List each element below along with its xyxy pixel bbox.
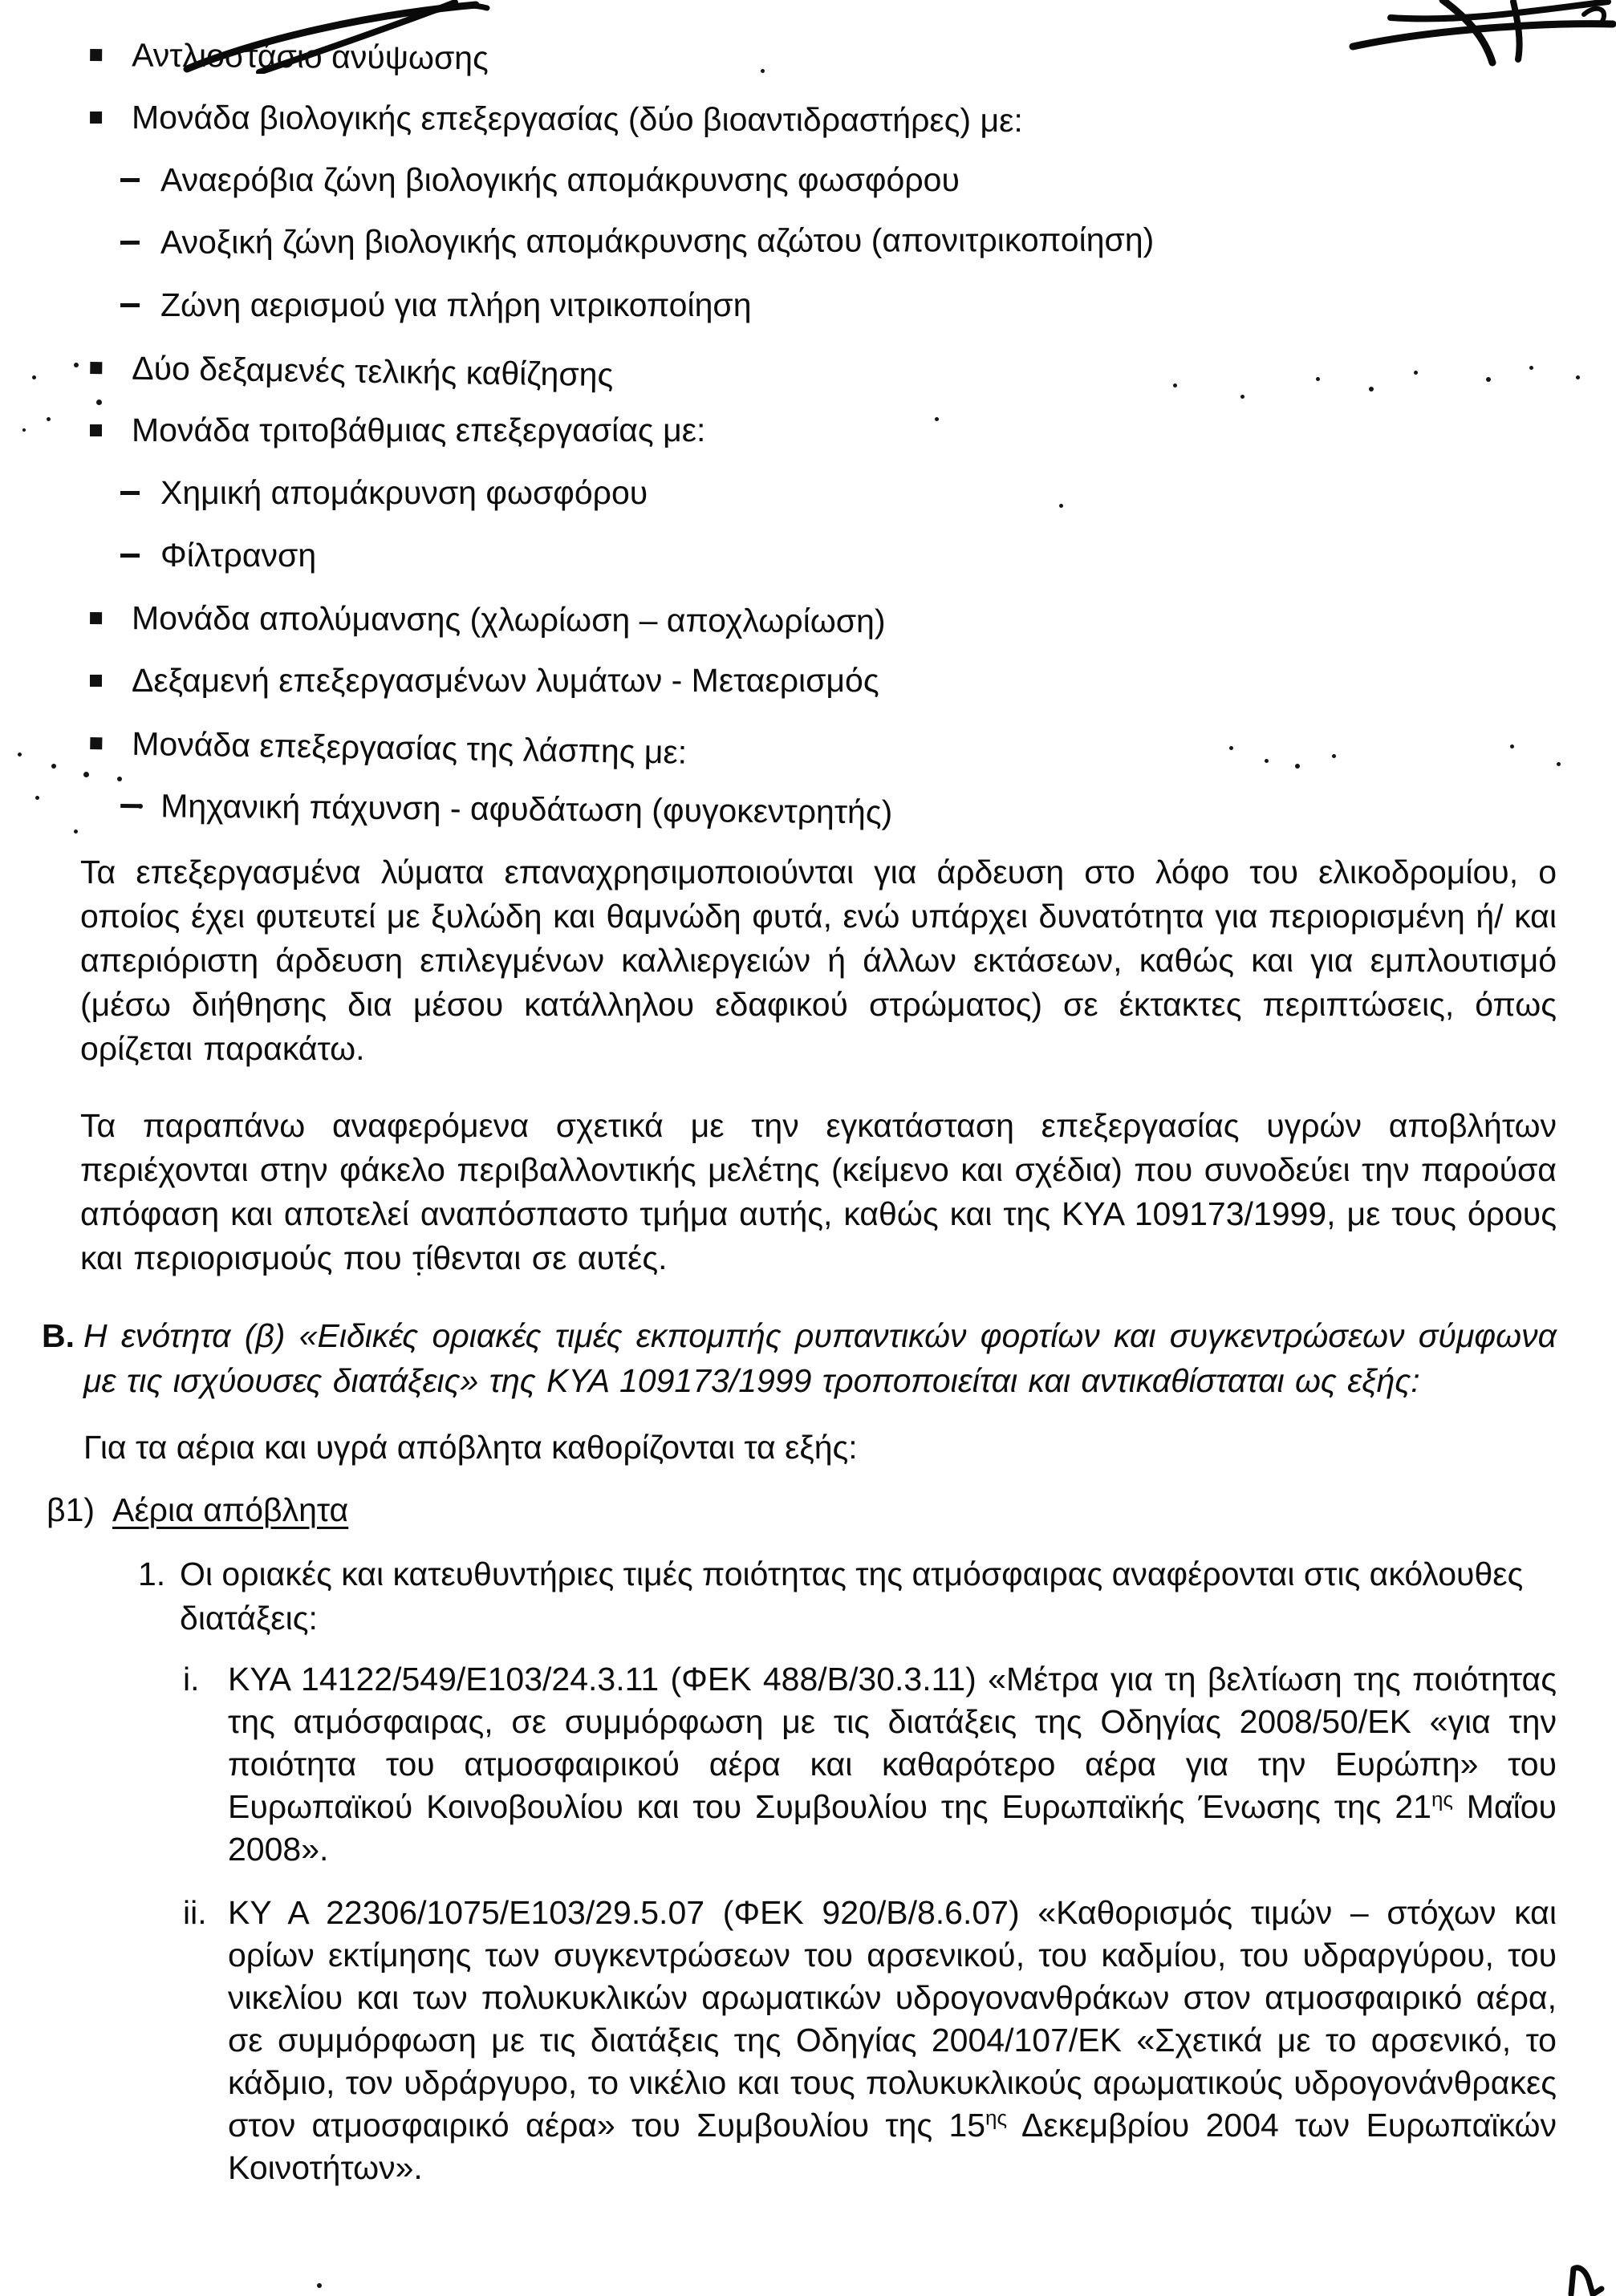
dash-bullet-icon: [120, 491, 140, 495]
list-subitem: [120, 287, 1616, 322]
dash-bullet-icon: [120, 241, 140, 245]
list-item-text: Ζώνη αερισμού για πλήρη νιτρικοποίηση: [160, 286, 752, 323]
regulation-item-i-text-b: Μαΐου 2008».: [228, 1788, 1557, 1868]
list-item-text: Φίλτρανση: [160, 537, 317, 574]
intro-line: Για τα αέρια και υγρά απόβλητα καθορίζονται τα εξής:: [83, 1429, 858, 1466]
numbered-item-1-text: Οι οριακές και κατευθυντήριες τιμές ποιότητας της ατμόσφαιρας αναφέρονται στις ακόλουθες διατάξεις:: [180, 1556, 1524, 1637]
list-item-text: Δεξαμενή επεξεργασμένων λυμάτων - Μεταερισμός: [132, 662, 879, 699]
list-item: [90, 600, 1616, 642]
regulation-item-i-marker: i.: [183, 1661, 200, 1698]
list-subitem: [120, 475, 1616, 510]
list-item-text: Αναερόβια ζώνη βιολογικής απομάκρυνσης φωσφόρου: [160, 161, 960, 198]
ordinal-superscript: ης: [1431, 1787, 1453, 1811]
ordinal-superscript: ης: [985, 2105, 1008, 2130]
list-item-text: Χημική απομάκρυνση φωσφόρου: [160, 474, 648, 511]
list-subitem: [120, 788, 1616, 836]
list-item: [90, 412, 1616, 448]
regulation-item-ii-text-b: Δεκεμβρίου 2004 των Ευρωπαϊκών Κοινοτήτων».: [228, 2107, 1557, 2186]
numbered-item-1-marker: 1.: [138, 1556, 166, 1592]
regulation-item-ii: [183, 1892, 1557, 2189]
dash-bullet-icon: [120, 178, 140, 182]
regulation-item-ii-marker: ii.: [183, 1894, 207, 1931]
dash-bullet-icon: [120, 303, 140, 307]
list-item-text: Μονάδα επεξεργασίας της λάσπης με:: [131, 724, 688, 771]
list-subitem: [120, 537, 1616, 573]
list-item: [90, 663, 1616, 698]
square-bullet-icon: [90, 112, 102, 124]
list-item-text: Μονάδα βιολογικής επεξεργασίας (δύο βιοαντιδραστήρες) με:: [131, 99, 1023, 140]
regulation-item-ii-text-a: ΚΥ Α 22306/1075/Ε103/29.5.07 (ΦΕΚ 920/Β/8.6.07) «Καθορισμός τιμών – στόχων και ορίων εκτίμησης των συγκεντρώσεων του αρσενικού, του καδμίου, του υδραργύρου, του νικελίου και των πολυκυκλικών αρωματικών υδρογονανθράκων στον ατμοσφαιρικό αέρα, σε συμμόρφωση με τις διατάξεις της Οδηγίας 2004/107/ΕΚ «Σχετικά με το αρσενικό, το κάδμιο, τον υδράργυρο, το νικέλιο και τους πολυκυκλικούς αρωματικούς υδρογονάνθρακες στον ατμοσφαιρικό αέρα» του Συμβουλίου της 15: [228, 1894, 1557, 2144]
regulation-item-i-text: [228, 1658, 1557, 1871]
regulation-item-ii-text: [228, 1892, 1557, 2189]
subsection-b1: [47, 1490, 1616, 1530]
list-item: [90, 99, 1616, 140]
paragraph-reuse-irrigation: Τα επεξεργασμένα λύματα επαναχρησιμοποιούνται για άρδευση στο λόφο του ελικοδρομίου, ο οποίος έχει φυτευτεί με ξυλώδη και θαμνώδη φυτά, ενώ υπάρχει δυνατότητα για περιορισμένη ή/ και απεριόριστη άρδευση επιλεγμένων καλλιεργειών ή άλλων εκτάσεων, καθώς και για εμπλουτισμό (μέσω διήθησης δια μέσου κατάλληλου εδαφικού στρώματος) σε έκτακτες περιπτώσεις, όπως ορίζεται παρακάτω.: [80, 854, 1557, 1067]
list-item-text: Μονάδα τριτοβάθμιας επεξεργασίας με:: [132, 412, 706, 448]
square-bullet-icon: [90, 737, 102, 749]
facility-list: [0, 36, 1616, 831]
list-item: [90, 37, 1616, 86]
list-item-text: Ανοξική ζώνη βιολογικής απομάκρυνσης αζώτου (απονιτρικοποίηση): [160, 221, 1155, 261]
subsection-b1-marker: β1): [47, 1491, 95, 1528]
square-bullet-icon: [90, 49, 102, 61]
subsection-b1-title: Αέρια απόβλητα: [112, 1491, 349, 1528]
dash-bullet-icon: [120, 804, 140, 808]
regulation-item-i: [183, 1658, 1557, 1871]
paragraph-study-reference: Τα παραπάνω αναφερόμενα σχετικά με την εγκατάσταση επεξεργασίας υγρών αποβλήτων περιέχονται στην φάκελο περιβαλλοντικής μελέτης (κείμενο και σχέδια) που συνοδεύει την παρούσα απόφαση και αποτελεί αναπόσπαστο τμήμα αυτής, καθώς και της ΚΥΑ 109173/1999, με τους όρους και περιορισμούς που τίθενται σε αυτές.: [80, 1107, 1557, 1276]
numbered-item-1: [138, 1552, 1534, 1641]
list-item: [90, 725, 1616, 785]
dash-bullet-icon: [120, 554, 140, 558]
list-subitem: [120, 162, 1616, 197]
list-item-text: Μηχανική πάχυνση - αφυδάτωση (φυγοκεντρητής): [160, 787, 893, 831]
section-b-text: Η ενότητα (β) «Ειδικές οριακές τιμές εκπομπής ρυπαντικών φορτίων και συγκεντρώσεων σύμφωνα με τις ισχύουσες διατάξεις» της ΚΥΑ 109173/1999 τροποποιείται και αντικαθίσταται ως εξής:: [83, 1317, 1557, 1399]
list-item: [90, 350, 1616, 407]
list-item-text: Δύο δεξαμενές τελικής καθίζησης: [131, 349, 614, 394]
list-subitem: [120, 221, 1616, 260]
regulation-item-i-text-a: ΚΥΑ 14122/549/Ε103/24.3.11 (ΦΕΚ 488/Β/30.3.11) «Μέτρα για τη βελτίωση της ποιότητας της ατμόσφαιρας, σε συμμόρφωση με τις διατάξεις της Οδηγίας 2008/50/ΕΚ «για την ποιότητα του ατμοσφαιρικού αέρα και καθαρότερο αέρα για την Ευρώπη» του Ευρωπαϊκού Κοινοβουλίου και του Συμβουλίου της Ευρωπαϊκής Ένωσης της 21: [228, 1661, 1557, 1825]
list-item-text: Αντλιοστάσιο ανύψωσης: [131, 36, 489, 77]
pen-mark-bottom-right-icon: [1566, 2264, 1616, 2296]
square-bullet-icon: [90, 362, 102, 374]
section-b: [42, 1313, 1557, 1403]
square-bullet-icon: [90, 675, 102, 687]
square-bullet-icon: [90, 424, 102, 436]
section-b-marker: Β.: [42, 1317, 75, 1354]
square-bullet-icon: [90, 612, 102, 624]
list-item-text: Μονάδα απολύμανσης (χλωρίωση – αποχλωρίωση): [131, 599, 886, 640]
